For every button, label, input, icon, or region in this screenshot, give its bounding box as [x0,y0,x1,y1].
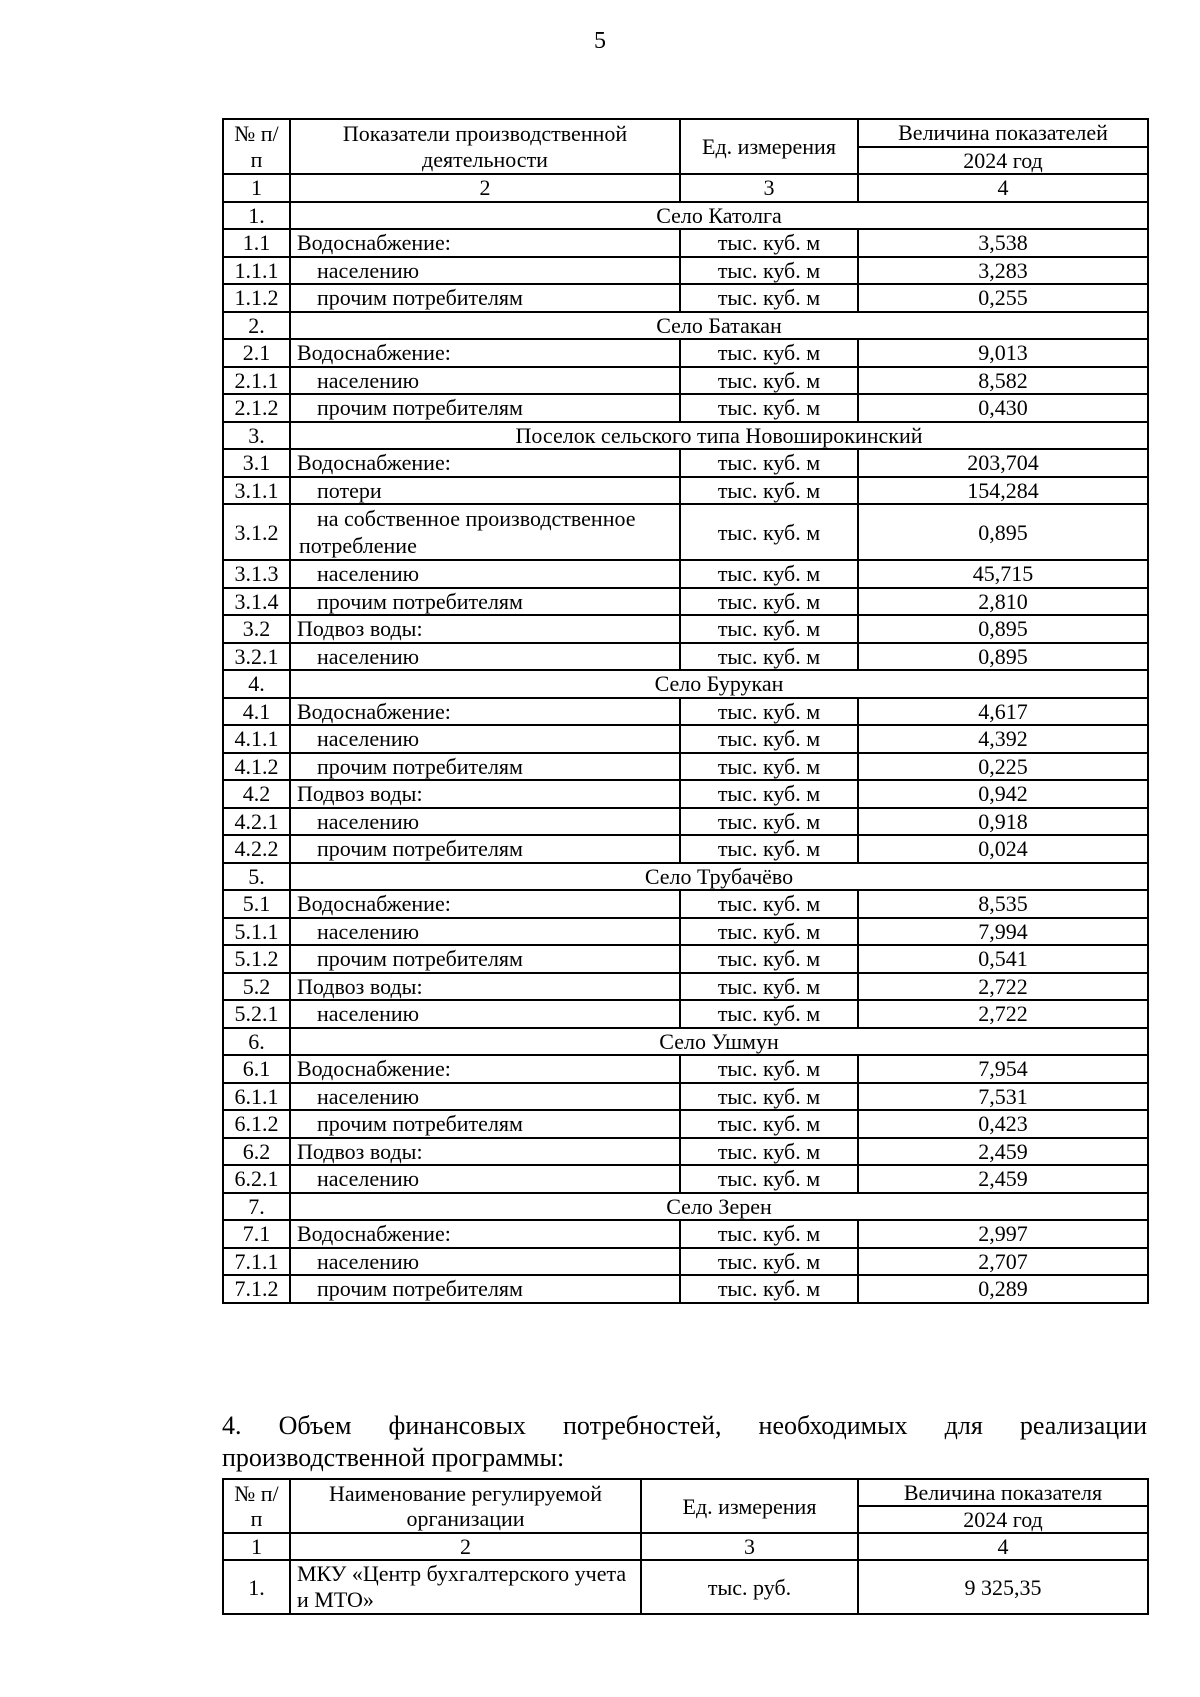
value-cell: 0,918 [858,808,1148,836]
col-number-1: 1 [223,174,290,202]
unit-cell: тыс. куб. м [680,890,858,918]
indicator-name: прочим потребителям [290,753,680,781]
row-number: 6.1.2 [223,1110,290,1138]
unit-cell: тыс. куб. м [680,394,858,422]
indicator-name: населению [290,643,680,671]
unit-cell: тыс. куб. м [680,257,858,285]
value-cell: 0,541 [858,945,1148,973]
value-cell: 7,531 [858,1083,1148,1111]
row-number: 5.2 [223,973,290,1001]
indicator-name: населению [290,1248,680,1276]
value-cell: 3,283 [858,257,1148,285]
table-row [223,1000,1148,1028]
value-cell: 203,704 [858,449,1148,477]
indicator-name: прочим потребителям [290,945,680,973]
indicator-name: Водоснабжение: [290,339,680,367]
section-title: Село Трубачёво [290,863,1148,891]
unit-cell: тыс. куб. м [680,449,858,477]
indicator-name: прочим потребителям [290,284,680,312]
unit-cell: тыс. куб. м [680,918,858,946]
table-row [223,1220,1148,1248]
row-number: 7.1.2 [223,1275,290,1303]
row-number: 2.1.1 [223,367,290,395]
unit-cell: тыс. куб. м [680,229,858,257]
indicator-name: прочим потребителям [290,394,680,422]
unit-cell: тыс. куб. м [680,643,858,671]
section-title: Село Ушмун [290,1028,1148,1056]
table-row [223,615,1148,643]
section-title: Село Бурукан [290,670,1148,698]
value-cell: 2,707 [858,1248,1148,1276]
fin-header-org: Наименование регулируемой организации [290,1479,641,1533]
row-number: 4.2 [223,780,290,808]
row-number: 3.1.4 [223,588,290,616]
fin-col-number-2: 2 [290,1533,641,1560]
row-number: 5.1 [223,890,290,918]
section-title: Поселок сельского типа Новоширокинский [290,422,1148,450]
table-row [223,973,1148,1001]
fin-col-number-3: 3 [641,1533,858,1560]
page-number: 5 [594,28,606,54]
table-row [223,1165,1148,1193]
section-row [223,202,1148,230]
unit-cell: тыс. куб. м [680,367,858,395]
row-number: 1. [223,202,290,230]
header-value-group: Величина показателей [858,119,1148,147]
unit-cell: тыс. куб. м [680,753,858,781]
header-indicator: Показатели производственной деятельности [290,119,680,174]
value-cell: 9,013 [858,339,1148,367]
value-cell: 2,722 [858,973,1148,1001]
row-number: 4.1.1 [223,725,290,753]
row-number: 7.1.1 [223,1248,290,1276]
unit-cell: тыс. куб. м [680,1110,858,1138]
row-number: 6.1 [223,1055,290,1083]
unit-cell: тыс. куб. м [680,1165,858,1193]
table-row [223,1083,1148,1111]
indicator-name: населению [290,918,680,946]
fin-col-number-1: 1 [223,1533,290,1560]
unit-cell: тыс. куб. м [680,1138,858,1166]
table-row [223,560,1148,588]
indicator-name: прочим потребителям [290,588,680,616]
row-number: 1.1 [223,229,290,257]
row-number: 7.1 [223,1220,290,1248]
unit-cell: тыс. куб. м [680,973,858,1001]
section-row [223,670,1148,698]
value-cell: 45,715 [858,560,1148,588]
indicator-name: Подвоз воды: [290,780,680,808]
row-number: 5.2.1 [223,1000,290,1028]
table-row [223,918,1148,946]
fin-row-unit: тыс. руб. [641,1560,858,1614]
indicator-name: населению [290,1083,680,1111]
unit-cell: тыс. куб. м [680,615,858,643]
section-row [223,422,1148,450]
row-number: 3.1.2 [223,504,290,560]
fin-table-row [223,1560,1148,1614]
table-row [223,1110,1148,1138]
value-cell: 0,024 [858,835,1148,863]
value-cell: 0,895 [858,504,1148,560]
table-row [223,339,1148,367]
indicator-name: Подвоз воды: [290,615,680,643]
unit-cell: тыс. куб. м [680,698,858,726]
section-title: Село Зерен [290,1193,1148,1221]
unit-cell: тыс. куб. м [680,1000,858,1028]
unit-cell: тыс. куб. м [680,945,858,973]
table-row [223,477,1148,505]
table-row [223,394,1148,422]
value-cell: 3,538 [858,229,1148,257]
row-number: 4. [223,670,290,698]
table-row [223,835,1148,863]
indicator-name: населению [290,808,680,836]
unit-cell: тыс. куб. м [680,284,858,312]
row-number: 6.1.1 [223,1083,290,1111]
fin-header-value-group: Величина показателя [858,1479,1148,1506]
row-number: 1.1.1 [223,257,290,285]
unit-cell: тыс. куб. м [680,725,858,753]
col-number-4: 4 [858,174,1148,202]
unit-cell: тыс. куб. м [680,477,858,505]
row-number: 3.1.1 [223,477,290,505]
table-row [223,284,1148,312]
indicator-name: населению [290,367,680,395]
table-row [223,1248,1148,1276]
table-row [223,1138,1148,1166]
fin-col-number-4: 4 [858,1533,1148,1560]
table-row [223,449,1148,477]
fin-row-value: 9 325,35 [858,1560,1148,1614]
indicator-name: Водоснабжение: [290,229,680,257]
unit-cell: тыс. куб. м [680,1055,858,1083]
indicator-name: Водоснабжение: [290,698,680,726]
value-cell: 0,289 [858,1275,1148,1303]
production-indicators-table [222,118,1149,1304]
table-row [223,257,1148,285]
row-number: 6.2.1 [223,1165,290,1193]
financial-needs-table [222,1478,1149,1615]
table-row [223,229,1148,257]
row-number: 2. [223,312,290,340]
indicator-name: населению [290,257,680,285]
indicator-name: населению [290,1165,680,1193]
header-unit: Ед. измерения [680,119,858,174]
indicator-name: населению [290,1000,680,1028]
row-number: 5. [223,863,290,891]
row-number: 4.2.1 [223,808,290,836]
indicator-name: Водоснабжение: [290,890,680,918]
unit-cell: тыс. куб. м [680,1220,858,1248]
row-number: 6.2 [223,1138,290,1166]
value-cell: 0,942 [858,780,1148,808]
row-number: 2.1 [223,339,290,367]
table-row [223,753,1148,781]
value-cell: 8,535 [858,890,1148,918]
table-row [223,890,1148,918]
fin-row-num: 1. [223,1560,290,1614]
header-num: № п/п [223,119,290,174]
value-cell: 0,895 [858,615,1148,643]
row-number: 4.1.2 [223,753,290,781]
indicator-name: Водоснабжение: [290,1055,680,1083]
indicator-name: Подвоз воды: [290,1138,680,1166]
unit-cell: тыс. куб. м [680,504,858,560]
indicator-name: Подвоз воды: [290,973,680,1001]
row-number: 5.1.1 [223,918,290,946]
indicator-name: Водоснабжение: [290,449,680,477]
value-cell: 2,459 [858,1138,1148,1166]
unit-cell: тыс. куб. м [680,339,858,367]
unit-cell: тыс. куб. м [680,560,858,588]
value-cell: 0,430 [858,394,1148,422]
section-row [223,312,1148,340]
unit-cell: тыс. куб. м [680,1248,858,1276]
unit-cell: тыс. куб. м [680,780,858,808]
row-number: 4.1 [223,698,290,726]
unit-cell: тыс. куб. м [680,1275,858,1303]
value-cell: 0,423 [858,1110,1148,1138]
row-number: 3.2.1 [223,643,290,671]
row-number: 1.1.2 [223,284,290,312]
unit-cell: тыс. куб. м [680,808,858,836]
table-row [223,643,1148,671]
unit-cell: тыс. куб. м [680,835,858,863]
section-4-heading: 4. Объем финансовых потребностей, необходимых для реализации производственной программы: [222,1411,1147,1472]
indicator-name: Водоснабжение: [290,1220,680,1248]
header-year: 2024 год [858,147,1148,175]
value-cell: 2,459 [858,1165,1148,1193]
indicator-name: прочим потребителям [290,1110,680,1138]
value-cell: 2,810 [858,588,1148,616]
table-row [223,780,1148,808]
value-cell: 8,582 [858,367,1148,395]
fin-row-org: МКУ «Центр бухгалтерского учета и МТО» [290,1560,641,1614]
value-cell: 0,255 [858,284,1148,312]
value-cell: 0,895 [858,643,1148,671]
unit-cell: тыс. куб. м [680,588,858,616]
value-cell: 0,225 [858,753,1148,781]
indicator-name: потери [290,477,680,505]
row-number: 5.1.2 [223,945,290,973]
value-cell: 4,617 [858,698,1148,726]
table-row [223,808,1148,836]
row-number: 3.2 [223,615,290,643]
row-number: 4.2.2 [223,835,290,863]
indicator-name: населению [290,725,680,753]
table-row [223,1275,1148,1303]
col-number-3: 3 [680,174,858,202]
row-number: 7. [223,1193,290,1221]
fin-header-year: 2024 год [858,1506,1148,1533]
section-row [223,1028,1148,1056]
col-number-2: 2 [290,174,680,202]
section-row [223,863,1148,891]
indicator-name: на собственное производственное потребление [290,504,680,560]
table-row [223,1055,1148,1083]
table-row [223,698,1148,726]
value-cell: 154,284 [858,477,1148,505]
table-row [223,504,1148,560]
indicator-name: прочим потребителям [290,1275,680,1303]
table-row [223,725,1148,753]
unit-cell: тыс. куб. м [680,1083,858,1111]
table-row [223,588,1148,616]
row-number: 6. [223,1028,290,1056]
value-cell: 4,392 [858,725,1148,753]
row-number: 2.1.2 [223,394,290,422]
indicator-name: населению [290,560,680,588]
indicator-name: прочим потребителям [290,835,680,863]
row-number: 3.1 [223,449,290,477]
row-number: 3.1.3 [223,560,290,588]
value-cell: 2,997 [858,1220,1148,1248]
table-row [223,367,1148,395]
value-cell: 7,954 [858,1055,1148,1083]
section-title: Село Батакан [290,312,1148,340]
value-cell: 2,722 [858,1000,1148,1028]
value-cell: 7,994 [858,918,1148,946]
production-indicators-body [223,202,1148,1303]
fin-header-unit: Ед. измерения [641,1479,858,1533]
table-row [223,945,1148,973]
section-title: Село Католга [290,202,1148,230]
row-number: 3. [223,422,290,450]
section-row [223,1193,1148,1221]
fin-header-num: № п/п [223,1479,290,1533]
